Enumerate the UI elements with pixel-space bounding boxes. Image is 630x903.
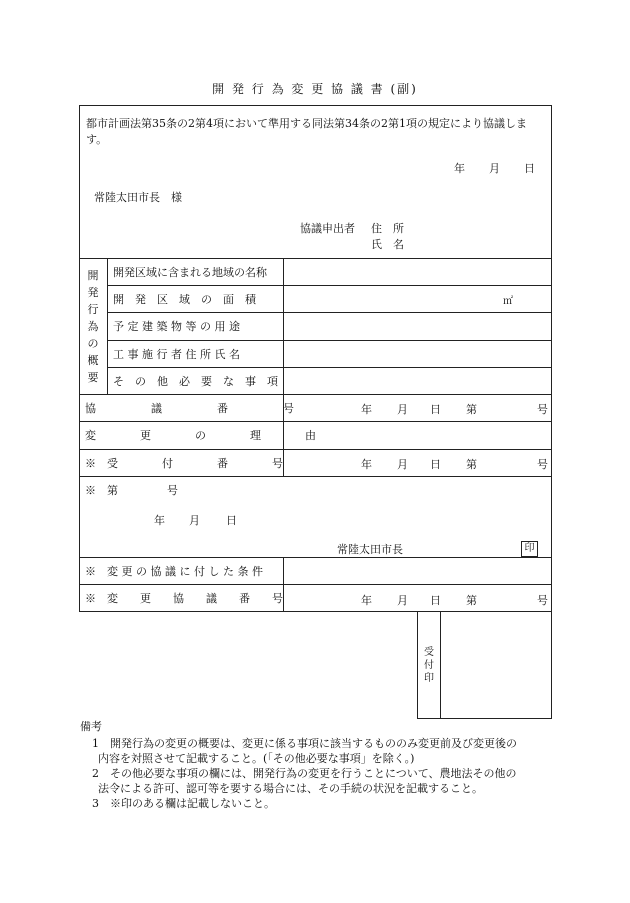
notes-item-1-cont: 内容を対照させて記載すること。(「その他必要な事項」を除く。) xyxy=(98,752,415,765)
row-henko-kyogi-bango: ※ 変 更 協 議 番 号 xyxy=(85,592,283,605)
overview-row-area-name: 開発区域に含まれる地域の名称 xyxy=(113,265,267,279)
overview-row-other: そ の 他 必 要 な 事 項 xyxy=(113,374,278,388)
area-unit: ㎡ xyxy=(503,296,513,307)
addressee: 常陸太田市長 様 xyxy=(94,191,182,204)
kyogi-year: 年 xyxy=(361,403,372,416)
city-date-day: 日 xyxy=(226,514,237,527)
notes-item-3: 3 ※印のある欄は記載しないこと。 xyxy=(92,797,275,810)
row-henko-joken: ※ 変 更 の 協 議 に 付 し た 条 件 xyxy=(85,564,263,578)
city-date-year: 年 xyxy=(154,514,165,527)
overview-row-area-size: 開 発 区 域 の 面 積 xyxy=(113,292,256,306)
henko-day: 日 xyxy=(430,594,441,607)
form-title: 開 発 行 為 変 更 協 議 書 (副) xyxy=(212,82,418,96)
henko-dai: 第 xyxy=(466,594,477,607)
henko-month: 月 xyxy=(397,594,408,607)
applicant-label: 協議申出者 xyxy=(300,222,355,235)
overview-heading: 開 発 行 為 の 概 要 xyxy=(87,268,99,384)
overview-row-building-use: 予 定 建 築 物 等 の 用 途 xyxy=(113,320,240,333)
seal-icon: 印 xyxy=(521,541,538,557)
applicant-name-label: 氏 名 xyxy=(371,238,404,251)
henko-year: 年 xyxy=(361,594,372,607)
uketsuke-dai: 第 xyxy=(466,458,477,471)
notes-item-2: 2 その他必要な事項の欄には、開発行為の変更を行うことについて、農地法その他の xyxy=(92,767,517,780)
kyogi-dai: 第 xyxy=(466,403,477,416)
applicant-address-label: 住 所 xyxy=(371,222,404,235)
kyogi-day: 日 xyxy=(430,403,441,416)
kyogi-month: 月 xyxy=(397,403,408,416)
henko-go: 号 xyxy=(537,594,548,607)
city-signer: 常陸太田市長 xyxy=(337,543,403,556)
uketsuke-year: 年 xyxy=(361,458,372,471)
city-date-month: 月 xyxy=(189,514,200,527)
overview-row-contractor: 工 事 施 行 者 住 所 氏 名 xyxy=(113,347,240,361)
header-date-month: 月 xyxy=(489,162,500,175)
header-date-year: 年 xyxy=(454,162,465,175)
row-henko-riyu: 変 更 の 理 由 xyxy=(85,429,316,442)
row-uketsuke: ※ 受 付 番 号 xyxy=(85,456,283,470)
kyogi-go: 号 xyxy=(537,403,548,416)
notes-heading: 備考 xyxy=(80,720,102,733)
city-number-suffix: 号 xyxy=(167,484,178,497)
uketsuke-month: 月 xyxy=(397,458,408,471)
uketsuke-day: 日 xyxy=(430,458,441,471)
uketsuke-go: 号 xyxy=(537,458,548,471)
notes-item-1: 1 開発行為の変更の概要は、変更に係る事項に該当するもののみ変更前及び変更後の xyxy=(92,737,517,750)
row-kyogi-bango: 協 議 番 号 xyxy=(85,401,294,415)
header-date-day: 日 xyxy=(524,162,535,175)
notes-item-2-cont: 法令による許可、認可等を要する場合には、その手続の状況を記載すること。 xyxy=(98,782,483,795)
receipt-seal-label: 受 付 印 xyxy=(424,646,434,684)
city-number-prefix: ※ 第 xyxy=(85,484,118,497)
intro-text: 都市計画法第35条の2第4項において準用する同法第34条の2第1項の規定により協議します。 xyxy=(86,117,527,146)
